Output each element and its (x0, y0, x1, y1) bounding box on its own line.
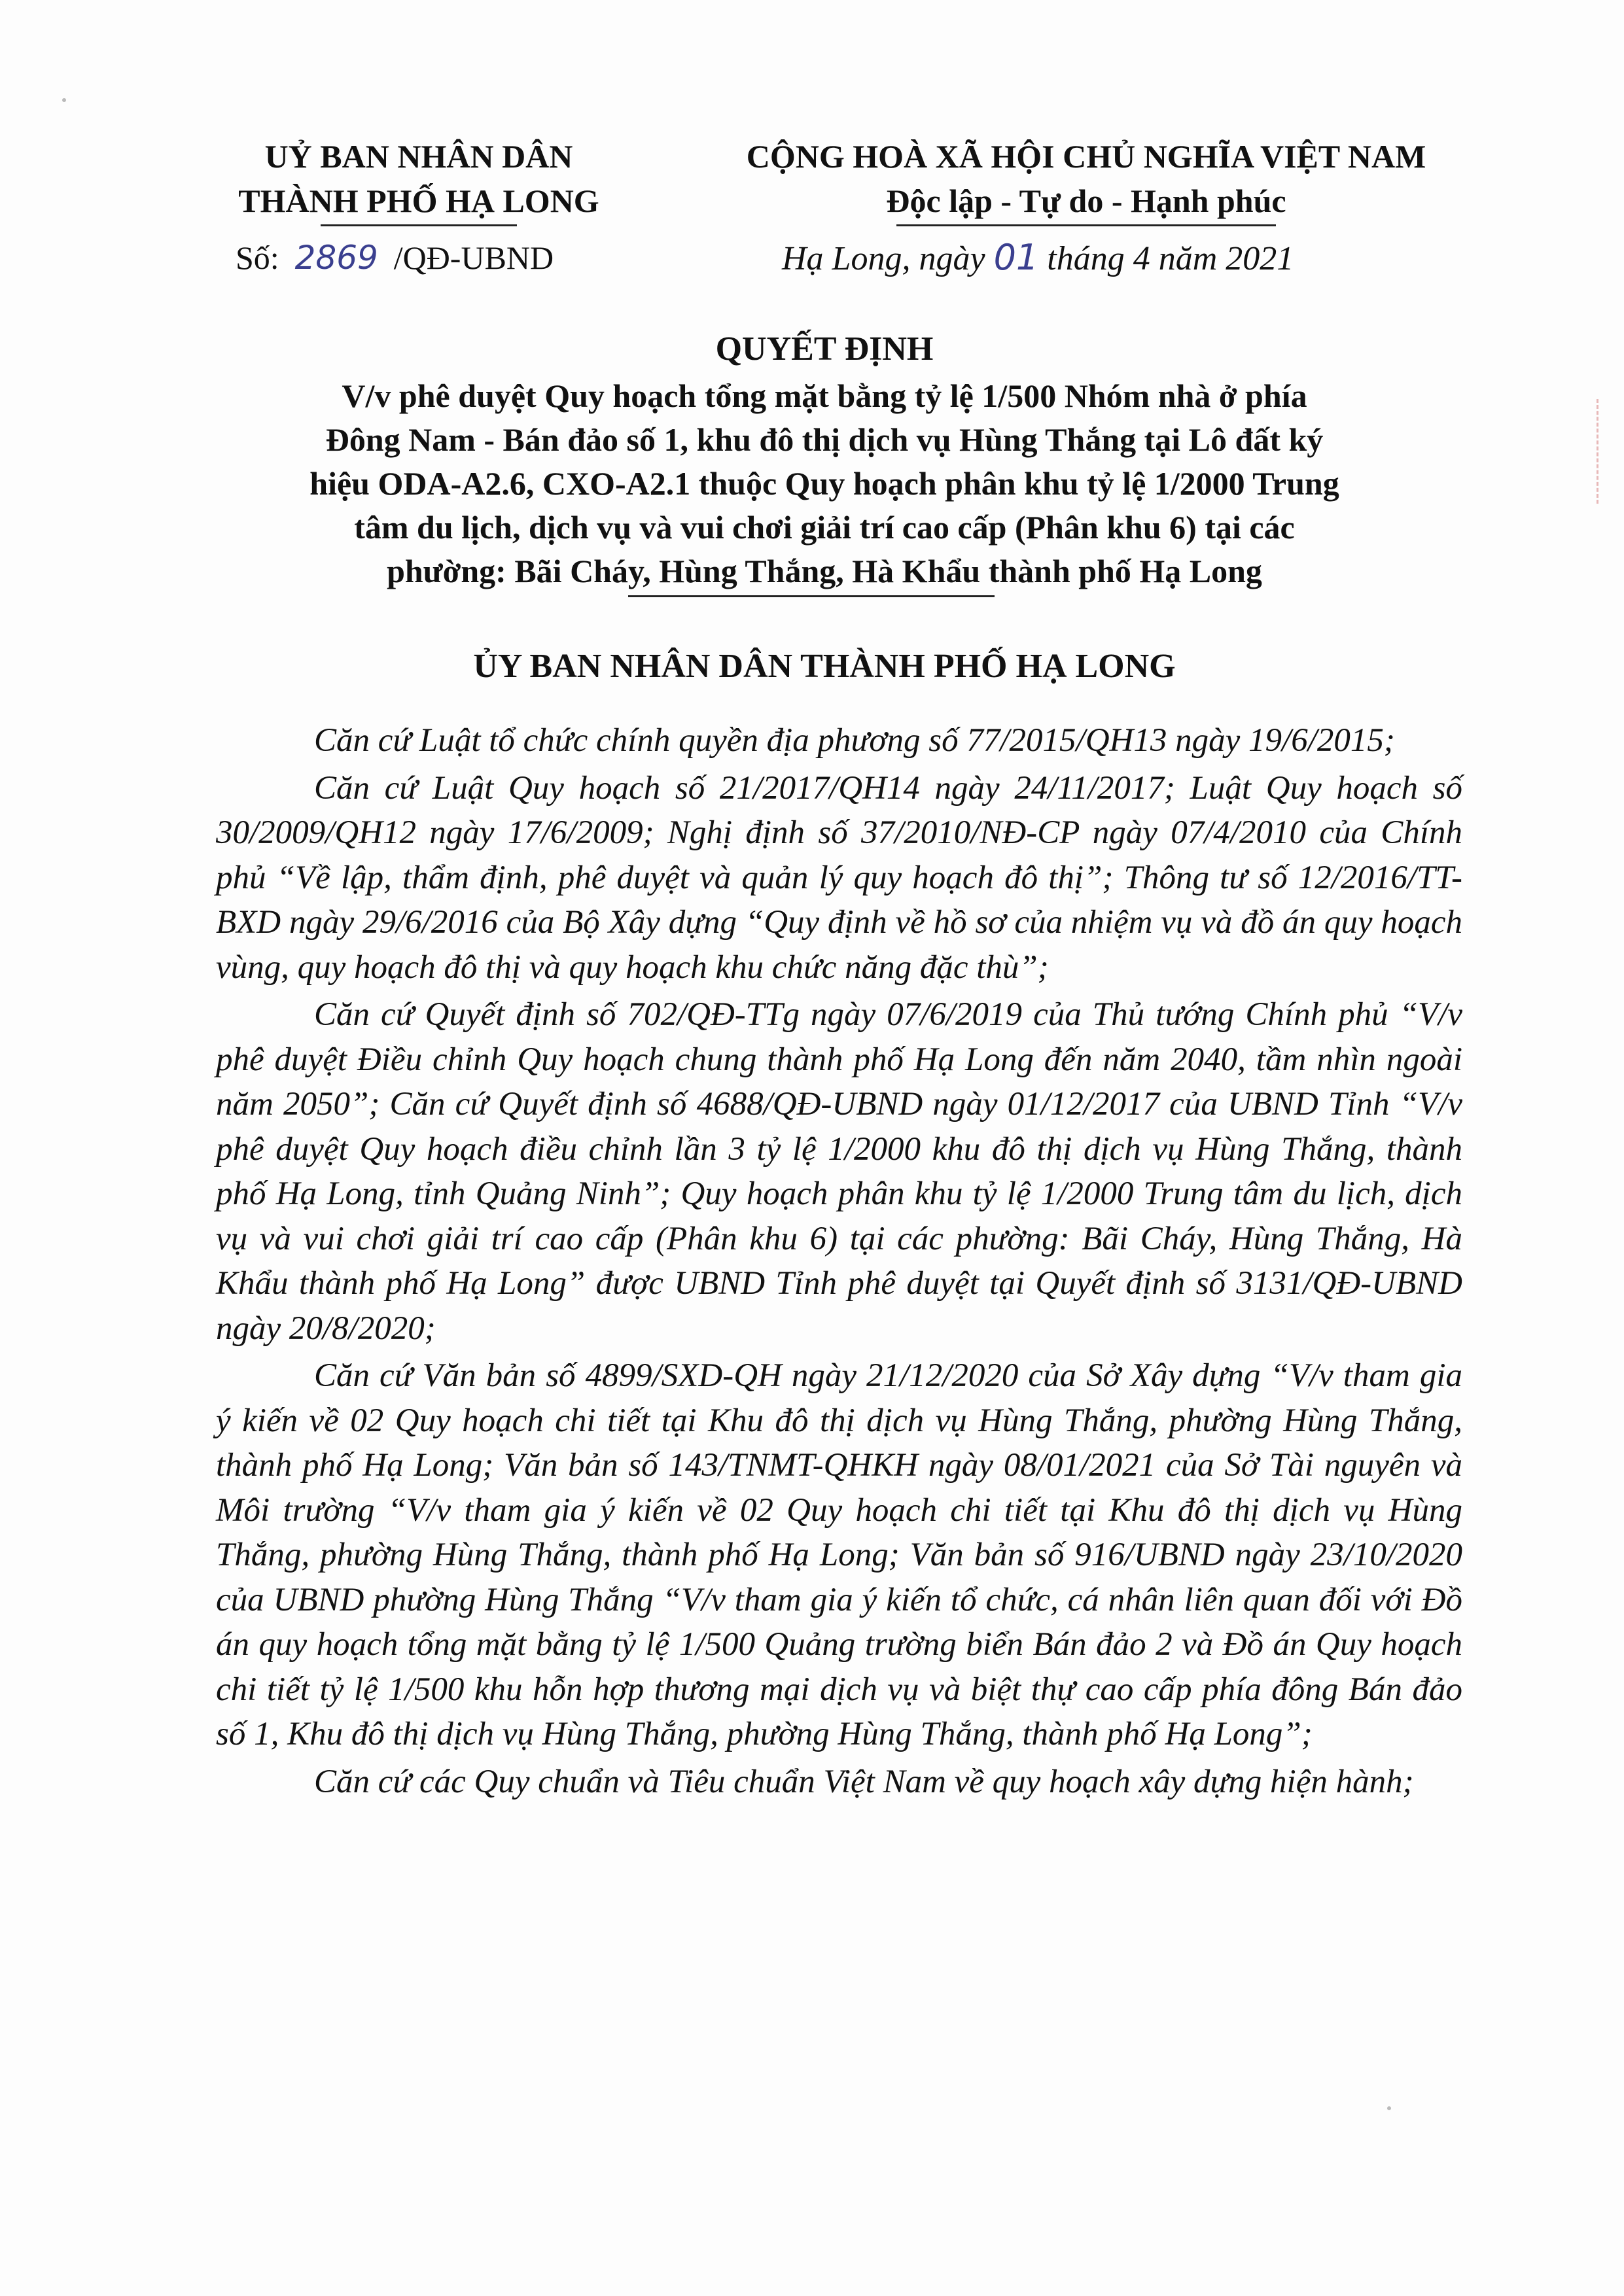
decision-subject (236, 374, 1413, 593)
subject-line-1: V/v phê duyệt Quy hoạch tổng mặt bằng tỷ lệ 1/500 Nhóm nhà ở phía (342, 377, 1307, 414)
agency-line-1: UỶ BAN NHÂN DÂN (264, 138, 573, 175)
legal-basis-paragraph: Căn cứ các Quy chuẩn và Tiêu chuẩn Việt Nam về quy hoạch xây dựng hiện hành; (314, 1763, 1414, 1800)
scan-speck (1387, 2106, 1391, 2110)
legal-basis-section (216, 718, 1462, 1807)
legal-basis-paragraph: Căn cứ Luật tổ chức chính quyền địa phương số 77/2015/QH13 ngày 19/6/2015; (314, 722, 1395, 759)
stamp-edge-mark (1597, 399, 1618, 504)
legal-basis-paragraph: Căn cứ Văn bản số 4899/SXD-QH ngày 21/12/2020 của Sở Xây dựng “V/v tham gia ý kiến về 02 Quy hoạch chi tiết tại Khu đô thị dịch vụ Hùng Thắng, phường Hùng Thắng, thành phố Hạ Long; Văn bản số 143/TNMT-QHKH ngày 08/01/2021 của Sở Tài nguyên và Môi trường “V/v tham gia ý kiến về 02 Quy hoạch chi tiết tại Khu đô thị dịch vụ Hùng Thắng, phường Hùng Thắng, thành phố Hạ Long; Văn bản số 916/UBND ngày 23/10/2020 của UBND phường Hùng Thắng “V/v tham gia ý kiến tổ chức, cá nhân liên quan đối với Đồ án quy hoạch tổng mặt bằng tỷ lệ 1/500 Quảng trường biển Bán đảo 2 và Đồ án Quy hoạch chi tiết tỷ lệ 1/500 khu hỗn hợp thương mại dịch vụ và biệt thự cao cấp phía đông Bán đảo số 1, Khu đô thị dịch vụ Hùng Thắng, phường Hùng Thắng, thành phố Hạ Long”; (216, 1357, 1462, 1752)
national-motto-block (700, 134, 1472, 226)
agency-line-2: THÀNH PHỐ HẠ LONG (238, 183, 599, 219)
motto-underline (896, 224, 1276, 226)
subject-line-3: hiệu ODA-A2.6, CXO-A2.1 thuộc Quy hoạch phân khu tỷ lệ 1/2000 Trung (309, 465, 1339, 502)
subject-line-4: tâm du lịch, dịch vụ và vui chơi giải trí cao cấp (Phân khu 6) tại các (354, 509, 1295, 546)
country-name: CỘNG HOÀ XÃ HỘI CHỦ NGHĨA VIỆT NAM (746, 138, 1426, 175)
document-number (236, 235, 554, 280)
date-day-handwritten: 01 (993, 237, 1039, 278)
motto: Độc lập - Tự do - Hạnh phúc (886, 183, 1286, 219)
doc-no-prefix: Số: (236, 239, 279, 276)
issuing-agency-block (196, 134, 641, 226)
date-prefix: Hạ Long, ngày (782, 240, 985, 277)
legal-basis-paragraph: Căn cứ Luật Quy hoạch số 21/2017/QH14 ngày 24/11/2017; Luật Quy hoạch số 30/2009/QH12 ngày 17/6/2009; Nghị định số 37/2010/NĐ-CP ngày 07/4/2010 của Chính phủ “Về lập, thẩm định, phê duyệt và quản lý quy hoạch đô thị”; Thông tư số 12/2016/TT-BXD ngày 29/6/2016 của Bộ Xây dựng “Quy định về hồ sơ của nhiệm vụ và đồ án quy hoạch vùng, quy hoạch đô thị và quy hoạch khu chức năng đặc thù”; (216, 769, 1462, 986)
decision-title: QUYẾT ĐỊNH (715, 330, 934, 368)
legal-basis-paragraph: Căn cứ Quyết định số 702/QĐ-TTg ngày 07/6/2019 của Thủ tướng Chính phủ “V/v phê duyệt Điều chỉnh Quy hoạch chung thành phố Hạ Long đến năm 2040, tầm nhìn ngoài năm 2050”; Căn cứ Quyết định số 4688/QĐ-UBND ngày 01/12/2017 của UBND Tỉnh “V/v phê duyệt Quy hoạch điều chỉnh lần 3 tỷ lệ 1/2000 khu đô thị dịch vụ Hùng Thắng, thành phố Hạ Long, tỉnh Quảng Ninh”; Quy hoạch phân khu tỷ lệ 1/2000 Trung tâm du lịch, dịch vụ và vui chơi giải trí cao cấp (Phân khu 6) tại các phường: Bãi Cháy, Hùng Thắng, Hà Khẩu thành phố Hạ Long” được UBND Tỉnh phê duyệt tại Quyết định số 3131/QĐ-UBND ngày 20/8/2020; (216, 996, 1462, 1347)
authority-heading: ỦY BAN NHÂN DÂN THÀNH PHỐ HẠ LONG (473, 648, 1176, 685)
subject-line-5: phường: Bãi Cháy, Hùng Thắng, Hà Khẩu thành phố Hạ Long (387, 553, 1262, 589)
agency-underline (321, 224, 517, 226)
date-line (782, 235, 1436, 281)
doc-no-suffix: /QĐ-UBND (393, 239, 554, 276)
subject-underline (628, 595, 995, 597)
scan-speck (62, 98, 66, 102)
doc-no-handwritten: 2869 (294, 239, 378, 277)
subject-line-2: Đông Nam - Bán đảo số 1, khu đô thị dịch vụ Hùng Thắng tại Lô đất ký (325, 421, 1324, 458)
date-suffix: tháng 4 năm 2021 (1047, 240, 1294, 277)
